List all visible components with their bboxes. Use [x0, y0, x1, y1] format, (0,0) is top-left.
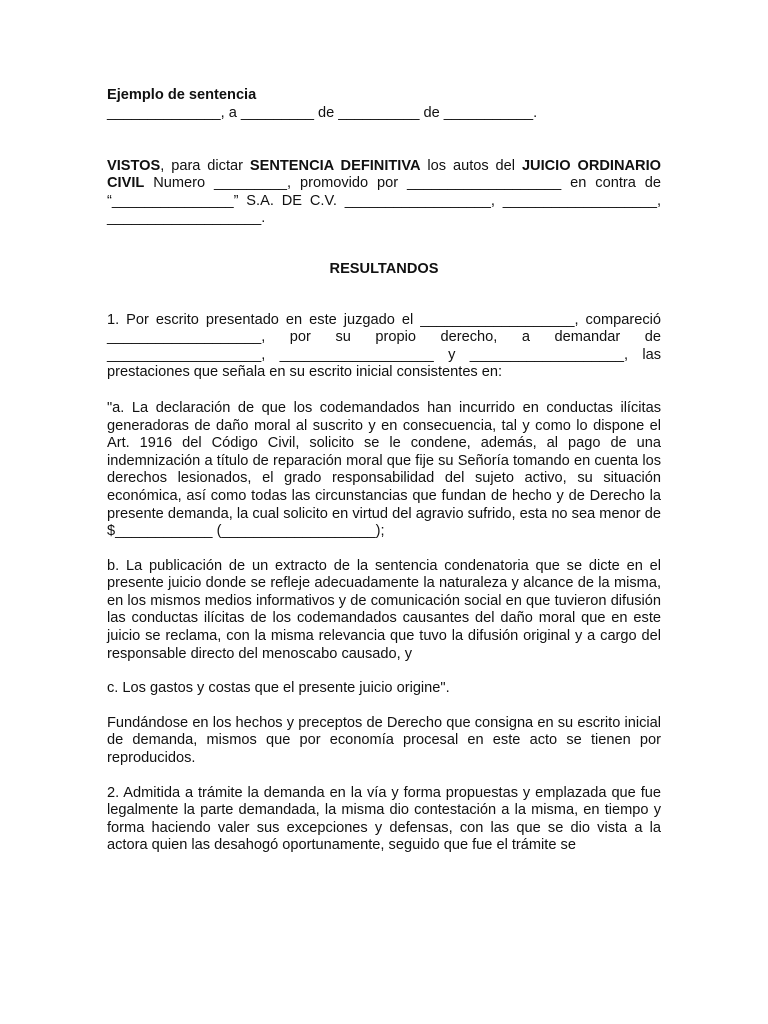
- document-page: [107, 87, 661, 855]
- vistos-text-2: los autos del: [420, 157, 522, 174]
- section-heading-resultandos: RESULTANDOS: [329, 260, 439, 277]
- paragraph-fundandose: Fundándose en los hechos y preceptos de Derecho que consigna en su escrito inicial de demanda, mismos que por economía procesal en este acto se tienen por reproducidos.: [107, 714, 661, 767]
- vistos-text-3: Numero _________, promovido por ___________________ en contra de “_______________” S.A. DE C.V. __________________, ___________________, ___________________.: [107, 175, 661, 227]
- paragraph-a: "a. La declaración de que los codemandados han incurrido en conductas ilícitas generadoras de daño moral al suscrito y en consecuencia, tal y como lo dispone el Art. 1916 del Código Civil, solicito se le condene, además, al pago de una indemnización a título de reparación moral que fije su Señoría tomando en cuenta los derechos lesionados, el grado responsabilidad del sujeto activo, su situación económica, así como todas las circunstancias que fundan de hecho y de Derecho la presente demanda, la cual solicito en virtud del agravio sufrido, esta no sea menor de $____________ (___________________);: [107, 399, 661, 540]
- vistos-paragraph: [107, 158, 661, 228]
- document-title: Ejemplo de sentencia: [107, 87, 257, 103]
- date-line: ______________, a _________ de __________ de ___________.: [107, 105, 538, 121]
- paragraph-c: c. Los gastos y costas que el presente juicio origine".: [107, 680, 450, 697]
- paragraph-1: 1. Por escrito presentado en este juzgado el ___________________, compareció ___________________, por su propio derecho, a demandar de ___________________, ___________________ y ___________________, las prestaciones que señala en su escrito inicial consistentes en:: [107, 311, 661, 381]
- vistos-text-1: , para dictar: [160, 157, 250, 174]
- paragraph-2: 2. Admitida a trámite la demanda en la vía y forma propuestas y emplazada que fue legalmente la parte demandada, la misma dio contestación a la misma, en tiempo y forma haciendo valer sus excepciones y defensas, con las que se dio vista a la actora quien las desahogó oportunamente, seguido que fue el trámite se: [107, 784, 661, 854]
- juicio-ordinario-bold: JUICIO ORDINARIO CIVIL: [107, 157, 661, 192]
- vistos-bold: VISTOS: [107, 157, 161, 174]
- sentencia-definitiva-bold: SENTENCIA DEFINITIVA: [249, 157, 421, 174]
- paragraph-b: b. La publicación de un extracto de la sentencia condenatoria que se dicte en el presente juicio donde se refleje adecuadamente la naturaleza y alcance de la misma, en los mismos medios informativos y de comunicación social en que tuvieron difusión las conductas ilícitas de los codemandados causantes del daño moral que en este juicio se reclama, con la misma relevancia que tuvo la difusión original y a cargo del responsable directo del menoscabo causado, y: [107, 557, 661, 662]
